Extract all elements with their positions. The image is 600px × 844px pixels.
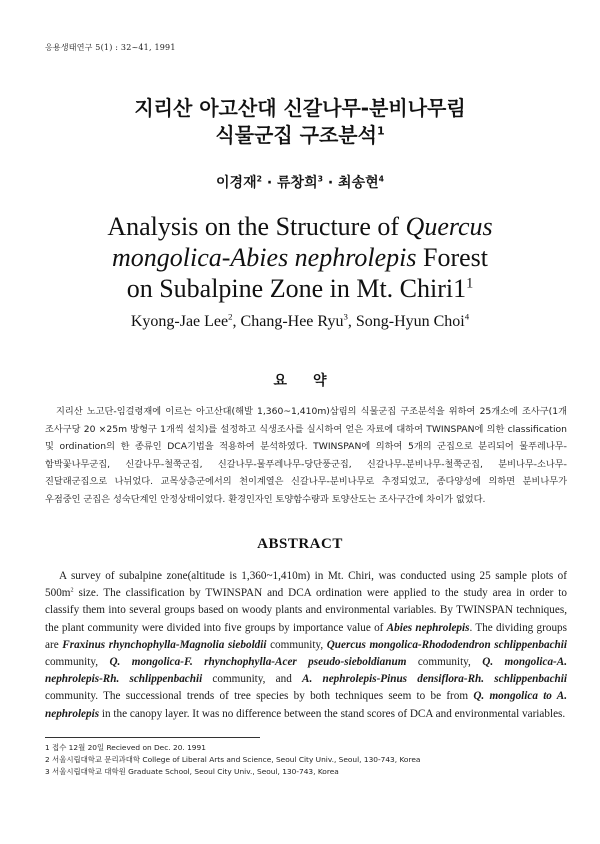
english-title-line-3	[0, 273, 600, 304]
abstract-text-1: A survey of subalpine zone(altitude is 1,360~1,410m) in Mt. Chiri, was conducted using 25 sample plots of 500m	[45, 570, 567, 600]
korean-title-footnote-marker: 1	[376, 124, 385, 138]
english-title-text-2: Forest	[416, 243, 488, 272]
korean-title-text-1: 지리산 아고산대 신갈나무-분비나무림	[134, 96, 466, 120]
footnote-divider	[45, 737, 260, 738]
korean-title-text-2: 식물군집 구조분석	[215, 123, 377, 147]
abstract-text-8: community. The successional trends of tree species by both techniques seem to be from	[45, 690, 474, 703]
korean-author-list	[0, 172, 600, 192]
korean-title-line-1	[0, 95, 600, 121]
korean-title-line-2	[0, 122, 600, 148]
english-author-1: Kyong-Jae Lee	[130, 313, 229, 330]
korean-author-1: 이경재	[216, 175, 257, 191]
abstract-text-2: size. The classification by TWINSPAN and DCA ordination were applied to the study area in order to classify them into several groups based on woody plants and environmental variables. By TWINSPAN techniques, the plant community were divided into five groups by importance value of	[45, 587, 567, 634]
english-author-2: Chang-Hee Ryu	[240, 313, 344, 330]
english-title-text-1: Analysis on the Structure of	[107, 212, 406, 241]
english-author-2-marker: 3	[343, 311, 348, 322]
abstract-text-9: in the canopy layer. It was no difference between the stand scores of DCA and environmental variables.	[99, 707, 566, 720]
korean-author-2: 류창희	[277, 175, 318, 191]
footnote-3: 3 서울시립대학교 대학원 Graduate School, Seoul City Univ., Seoul, 130-743, Korea	[45, 767, 339, 777]
abstract-text-6: community,	[406, 656, 483, 669]
english-author-separator-1: ,	[232, 313, 241, 330]
english-title-line-1	[0, 211, 600, 242]
journal-citation: 응용생태연구 5(1) : 32~41, 1991	[45, 43, 176, 52]
footnotes	[45, 742, 565, 779]
english-author-3-marker: 4	[464, 311, 470, 322]
english-title-genus-quercus: Quercus	[405, 212, 493, 241]
korean-abstract-heading: 요약	[273, 373, 353, 389]
species-abies-nephrolepis: Abies nephrolepis	[386, 621, 470, 634]
korean-author-separator-2: ·	[322, 175, 339, 191]
community-quercus-fraxinus-acer: Q. mongolica-F. rhynchophylla-Acer pseudo-sieboldianum	[109, 656, 407, 669]
english-author-list	[0, 313, 600, 331]
abstract-text-7: community, and	[202, 673, 303, 686]
english-title-text-3: on Subalpine Zone in Mt. Chiri1	[126, 274, 467, 303]
english-title-species-names: mongolica-Abies nephrolepis	[112, 243, 417, 272]
korean-author-separator-1: ·	[261, 175, 278, 191]
abstract-area-superscript: 2	[70, 587, 74, 594]
community-abies-pinus-rhododendron: A. nephrolepis-Pinus densiflora-Rh. schlippenbachii	[302, 673, 568, 686]
korean-author-3: 최송현	[338, 175, 379, 191]
english-abstract-body	[45, 568, 567, 723]
english-author-3: Song-Hyun Choi	[355, 313, 465, 330]
abstract-text-3: . The dividing groups are	[45, 621, 567, 651]
successional-trend-species: Q. mongolica to A. nephrolepis	[45, 690, 567, 720]
footnote-1: 1 접수 12월 20일 Recieved on Dec. 20. 1991	[45, 743, 206, 752]
community-quercus-rhododendron: Quercus mongolica-Rhododendron schlippenbachii	[326, 638, 567, 651]
english-title-footnote-marker: 1	[466, 275, 474, 292]
korean-abstract-body: 지리산 노고단-임걸령재에 이르는 아고산대(해발 1,360~1,410m)삼림의 식물군집 구조분석을 위하여 25개소에 조사구(1개 조사구당 20 ×25m 방형구 1개씩 설치)를 설정하고 식생조사를 실시하여 얻은 자료에 대하여 TWINSPAN에 의한 classification 및 ordination의 한 종류인 DCA기법을 적용하여 분석하였다. TWINSPAN에 의하여 5개의 군집으로 분리되어 물푸레나무-함박꽃나무군집, 신갈나무-철쭉군집, 신갈나무-물푸레나무-당단풍군집, 신갈나무-분비나무-철쭉군집, 분비나무-소나무-진달래군집으로 나뉘었다. 교목상층군에서의 천이계열은 신갈나무-분비나무로 추정되었고, 종다양성에 의하면 분비나무가 우점중인 군집은 성숙단계인 안정상태이었다. 환경인자인 토양함수량과 토양산도는 조사구간에 차이가 없었다.	[45, 406, 567, 505]
abstract-text-4: community,	[266, 638, 327, 651]
abstract-text-5: community,	[45, 656, 110, 669]
community-quercus-abies-rhododendron: Q. mongolica-A. nephrolepis-Rh. schlippenbachii	[45, 656, 568, 686]
korean-author-1-marker: 2	[256, 174, 262, 184]
korean-author-2-marker: 3	[317, 174, 323, 184]
english-title-line-2	[0, 242, 600, 273]
footnote-2: 2 서울시립대학교 문리과대학 College of Liberal Arts and Science, Seoul City Univ., Seoul, 130-743, Korea	[45, 755, 421, 765]
english-author-1-marker: 2	[228, 311, 233, 322]
english-abstract-heading: ABSTRACT	[257, 536, 343, 552]
community-fraxinus-magnolia: Fraxinus rhynchophylla-Magnolia sieboldii	[62, 638, 267, 651]
english-author-separator-2: ,	[347, 313, 356, 330]
korean-author-3-marker: 4	[378, 174, 384, 184]
